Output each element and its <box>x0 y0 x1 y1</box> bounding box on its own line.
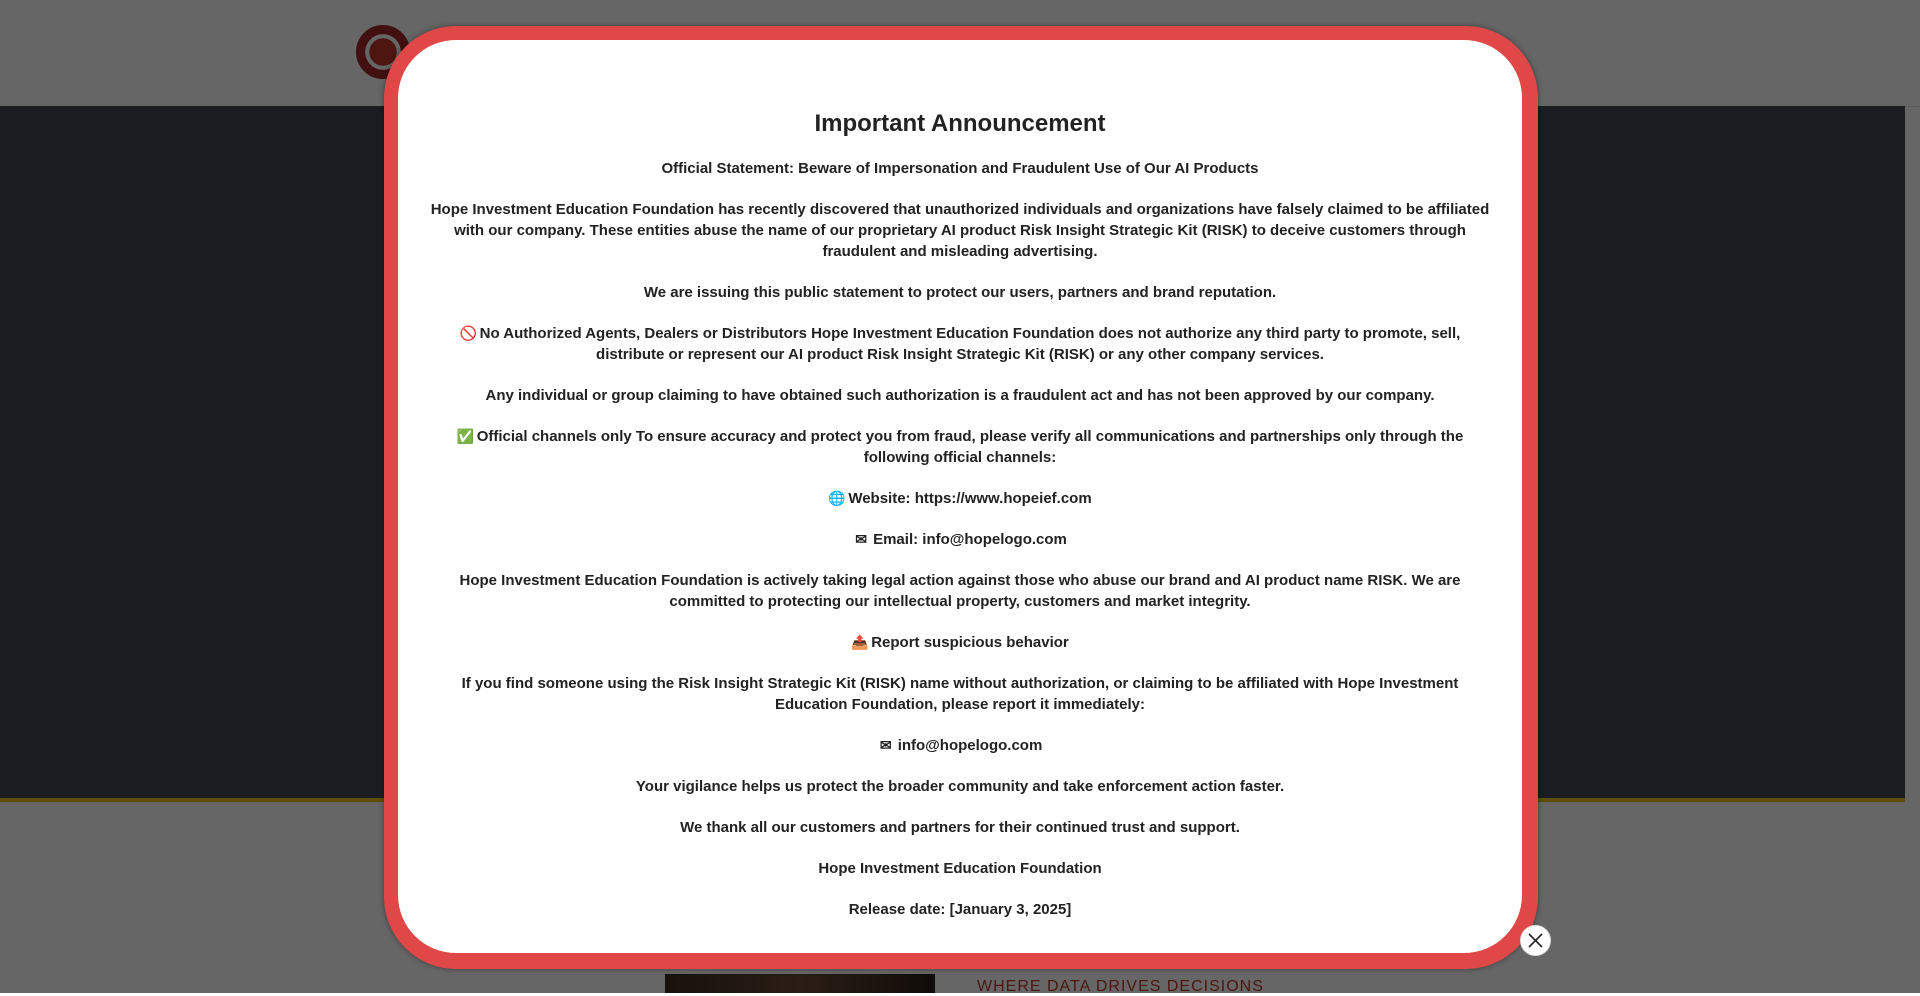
statement-para-report: If you find someone using the Risk Insight Strategic Kit (RISK) name without authorization, or claiming to be affiliated with Hope Investment Education Foundation, please report it immediately: <box>461 675 1459 713</box>
statement-para-vigilance: Your vigilance helps us protect the broader community and take enforcement action faster. <box>635 778 1285 795</box>
report-heading-text: Report suspicious behavior <box>871 634 1069 651</box>
email-link[interactable]: Email: info@hopelogo.com <box>873 531 1067 548</box>
statement-subtitle: Official Statement: Beware of Impersonation and Fraudulent Use of Our AI Products <box>661 160 1259 177</box>
statement-para-purpose: We are issuing this public statement to protect our users, partners and brand reputation. <box>643 284 1277 301</box>
official-channels-text: Official channels only To ensure accuracy and protect you from fraud, please verify all communications and partnerships only through the following official channels: <box>476 428 1464 466</box>
website-link[interactable]: Website: https://www.hopeief.com <box>848 490 1092 507</box>
announcement-modal <box>398 40 1522 953</box>
statement-signature: Hope Investment Education Foundation <box>818 860 1102 877</box>
check-icon: ✅ <box>456 428 475 444</box>
statement-para-fraud: Any individual or group claiming to have obtained such authorization is a fraudulent act and has not been approved by our company. <box>485 387 1435 404</box>
close-icon <box>1528 933 1543 948</box>
statement-para-legal: Hope Investment Education Foundation is actively taking legal action against those who abuse our brand and AI product name RISK. We are committed to protecting our intellectual property, customers and market integrity. <box>459 572 1461 610</box>
prohibited-icon: 🚫 <box>459 325 478 341</box>
statement-para-official-channels <box>426 426 1494 468</box>
envelope-icon: ✉ <box>855 531 867 547</box>
no-agents-text: No Authorized Agents, Dealers or Distributors Hope Investment Education Foundation does not authorize any third party to promote, sell, distribute or represent our AI product Risk Insight Strategic Kit (RISK) or any other company services. <box>479 325 1461 363</box>
globe-icon: 🌐 <box>828 490 846 506</box>
modal-title: Important Announcement <box>814 110 1106 137</box>
statement-para-thanks: We thank all our customers and partners for their continued trust and support. <box>680 819 1240 836</box>
statement-para-no-agents <box>426 323 1494 365</box>
report-email-line <box>426 735 1494 756</box>
report-email-link[interactable]: info@hopelogo.com <box>897 737 1043 754</box>
report-heading <box>426 632 1494 653</box>
close-button[interactable] <box>1520 925 1551 956</box>
email-line <box>426 529 1494 550</box>
release-date: Release date: [January 3, 2025] <box>848 901 1072 918</box>
statement-para-discovery: Hope Investment Education Foundation has recently discovered that unauthorized individuals and organizations have falsely claimed to be affiliated with our company. These entities abuse the name of our proprietary AI product Risk Insight Strategic Kit (RISK) to deceive customers through fraudulent and misleading advertising. <box>430 201 1490 260</box>
website-line <box>426 488 1494 509</box>
envelope-icon: ✉ <box>879 737 892 753</box>
outbox-icon: 📤 <box>851 634 869 650</box>
